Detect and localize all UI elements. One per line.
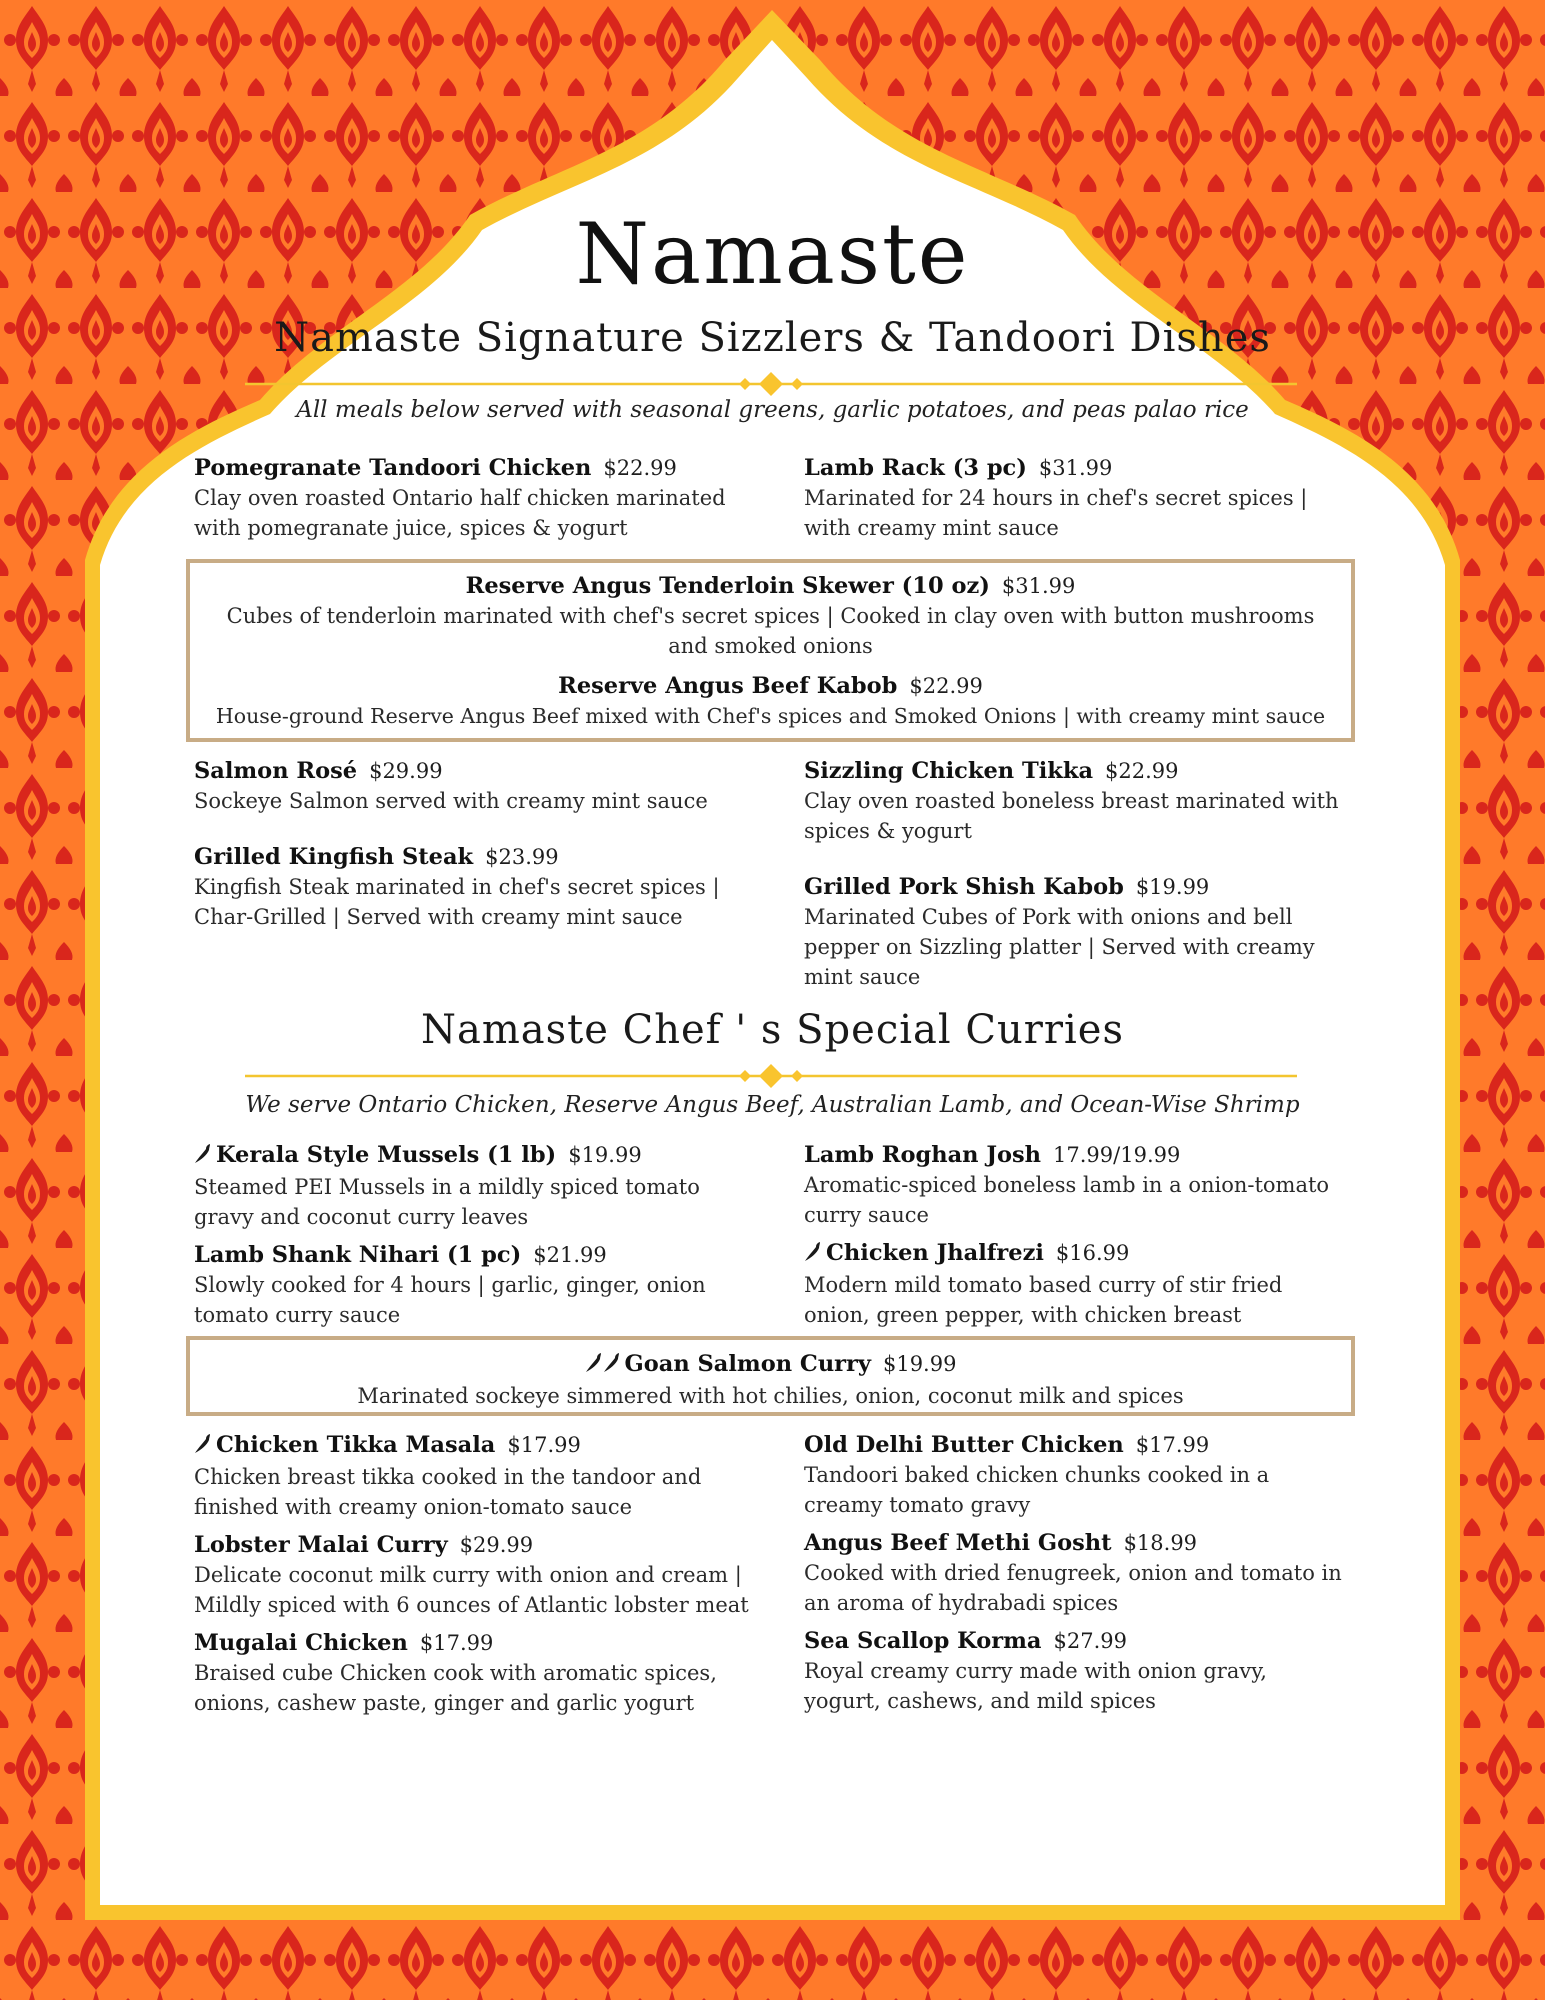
item-price: $16.99 bbox=[1055, 1241, 1130, 1265]
menu-item bbox=[194, 1140, 749, 1232]
item-name: Old Delhi Butter Chicken bbox=[804, 1432, 1124, 1458]
item-description: Clay oven roasted boneless breast marinated with spices & yogurt bbox=[804, 789, 1339, 843]
sizzlers-right-column-2 bbox=[804, 756, 1344, 1010]
item-description: Clay oven roasted Ontario half chicken marinated with pomegranate juice, spices & yogurt bbox=[194, 486, 726, 540]
item-price: $22.99 bbox=[603, 456, 677, 480]
item-price: $29.99 bbox=[369, 759, 443, 783]
item-name: Mugalai Chicken bbox=[194, 1630, 408, 1656]
item-price: $23.99 bbox=[485, 845, 559, 869]
menu-item bbox=[804, 1626, 1344, 1716]
item-description: Tandoori baked chicken chunks cooked in a creamy tomato gravy bbox=[804, 1463, 1270, 1517]
item-description: Steamed PEI Mussels in a mildly spiced tomato gravy and coconut curry leaves bbox=[194, 1175, 700, 1229]
item-name: Sizzling Chicken Tikka bbox=[804, 758, 1094, 784]
item-name: Chicken Tikka Masala bbox=[216, 1432, 496, 1458]
restaurant-title: Namaste bbox=[575, 205, 970, 303]
curries-right-column-2 bbox=[804, 1430, 1344, 1734]
item-price: $19.99 bbox=[568, 1143, 642, 1167]
item-price: $22.99 bbox=[1105, 759, 1179, 783]
item-name: Angus Beef Methi Gosht bbox=[804, 1530, 1112, 1556]
item-name: Grilled Pork Shish Kabob bbox=[804, 874, 1124, 900]
item-name: Kerala Style Mussels (1 lb) bbox=[216, 1142, 557, 1168]
menu-item bbox=[194, 1530, 749, 1620]
sizzlers-left-column-2 bbox=[194, 756, 749, 950]
sizzlers-subtitle: All meals below served with seasonal greens, garlic potatoes, and peas palao rice bbox=[296, 397, 1249, 423]
curries-section-title: Namaste Chef ' s Special Curries bbox=[421, 1007, 1124, 1053]
chili-pepper-icon bbox=[603, 1351, 621, 1381]
item-description: Sockeye Salmon served with creamy mint sauce bbox=[194, 789, 708, 813]
item-price: $27.99 bbox=[1053, 1629, 1127, 1653]
ornamental-divider bbox=[245, 372, 1297, 396]
menu-item bbox=[804, 1430, 1344, 1520]
item-description: Aromatic-spiced boneless lamb in a onion-tomato curry sauce bbox=[804, 1173, 1330, 1227]
chili-pepper-icon bbox=[585, 1351, 603, 1381]
item-description: Cooked with dried fenugreek, onion and tomato in an aroma of hydrabadi spices bbox=[804, 1561, 1342, 1615]
item-price: $22.99 bbox=[909, 674, 983, 698]
curries-left-column-2 bbox=[194, 1430, 749, 1736]
item-name: Chicken Jhalfrezi bbox=[826, 1240, 1044, 1266]
item-price: 17.99/19.99 bbox=[1053, 1143, 1181, 1167]
item-description: Cubes of tenderloin marinated with chef's secret spices | Cooked in clay oven with button mushrooms and smoked onions bbox=[226, 604, 1315, 658]
menu-item bbox=[194, 756, 749, 816]
item-name: Salmon Rosé bbox=[194, 758, 358, 784]
menu-item bbox=[214, 1349, 1327, 1411]
featured-sizzlers-box bbox=[186, 559, 1355, 742]
item-name: Grilled Kingfish Steak bbox=[194, 844, 474, 870]
menu-item bbox=[194, 1628, 749, 1718]
item-name: Sea Scallop Korma bbox=[804, 1628, 1042, 1654]
menu-item bbox=[804, 1238, 1344, 1330]
menu-item bbox=[194, 1240, 749, 1330]
item-description: Marinated for 24 hours in chef's secret spices | with creamy mint sauce bbox=[804, 486, 1308, 540]
menu-item bbox=[194, 842, 749, 932]
menu-item bbox=[194, 453, 749, 543]
item-description: Royal creamy curry made with onion gravy, yogurt, cashews, and mild spices bbox=[804, 1659, 1267, 1713]
item-price: $21.99 bbox=[533, 1243, 607, 1267]
menu-item bbox=[194, 1430, 749, 1522]
item-name: Lamb Rack (3 pc) bbox=[804, 455, 1027, 481]
item-name: Reserve Angus Beef Kabob bbox=[558, 673, 898, 699]
item-description: House-ground Reserve Angus Beef mixed with Chef's spices and Smoked Onions | with creamy mint sauce bbox=[215, 704, 1326, 728]
sizzlers-left-column bbox=[194, 453, 749, 561]
curries-subtitle: We serve Ontario Chicken, Reserve Angus Beef, Australian Lamb, and Ocean-Wise Shrimp bbox=[245, 1092, 1300, 1118]
item-name: Lamb Roghan Josh bbox=[804, 1142, 1042, 1168]
menu-item bbox=[214, 571, 1327, 661]
item-description: Marinated Cubes of Pork with onions and bell pepper on Sizzling platter | Served with creamy mint sauce bbox=[804, 905, 1315, 989]
item-description: Delicate coconut milk curry with onion and cream | Mildly spiced with 6 ounces of Atlantic lobster meat bbox=[194, 1563, 749, 1617]
item-description: Kingfish Steak marinated in chef's secret spices | Char-Grilled | Served with creamy mint sauce bbox=[194, 875, 720, 929]
menu-item bbox=[804, 453, 1344, 543]
item-name: Lamb Shank Nihari (1 pc) bbox=[194, 1242, 522, 1268]
item-price: $19.99 bbox=[882, 1352, 957, 1376]
item-price: $29.99 bbox=[459, 1533, 534, 1557]
sizzlers-section-title: Namaste Signature Sizzlers & Tandoori Dishes bbox=[274, 315, 1271, 361]
item-name: Reserve Angus Tenderloin Skewer (10 oz) bbox=[465, 573, 990, 599]
item-price: $17.99 bbox=[507, 1433, 581, 1457]
item-price: $18.99 bbox=[1123, 1531, 1198, 1555]
item-price: $19.99 bbox=[1135, 875, 1210, 899]
item-description: Marinated sockeye simmered with hot chilies, onion, coconut milk and spices bbox=[357, 1384, 1184, 1408]
chili-pepper-icon bbox=[194, 1432, 212, 1462]
ornamental-divider bbox=[245, 1064, 1297, 1088]
item-description: Braised cube Chicken cook with aromatic spices, onions, cashew paste, ginger and garlic yogurt bbox=[194, 1661, 717, 1715]
curries-right-column bbox=[804, 1140, 1344, 1348]
curries-left-column bbox=[194, 1140, 749, 1348]
featured-curry-box bbox=[186, 1336, 1355, 1416]
menu-item bbox=[214, 671, 1327, 731]
menu-item bbox=[804, 756, 1344, 846]
item-name: Lobster Malai Curry bbox=[194, 1532, 448, 1558]
item-price: $17.99 bbox=[1135, 1433, 1210, 1457]
item-name: Pomegranate Tandoori Chicken bbox=[194, 455, 592, 481]
item-name: Goan Salmon Curry bbox=[624, 1351, 871, 1377]
chili-pepper-icon bbox=[804, 1240, 822, 1270]
item-price: $31.99 bbox=[1038, 456, 1113, 480]
item-price: $31.99 bbox=[1001, 574, 1076, 598]
sizzlers-right-column bbox=[804, 453, 1344, 561]
item-description: Modern mild tomato based curry of stir fried onion, green pepper, with chicken breast bbox=[804, 1273, 1283, 1327]
menu-item bbox=[804, 872, 1344, 992]
item-description: Slowly cooked for 4 hours | garlic, ginger, onion tomato curry sauce bbox=[194, 1273, 706, 1327]
chili-pepper-icon bbox=[194, 1142, 212, 1172]
item-price: $17.99 bbox=[419, 1631, 494, 1655]
item-description: Chicken breast tikka cooked in the tandoor and finished with creamy onion-tomato sauce bbox=[194, 1465, 702, 1519]
menu-item bbox=[804, 1140, 1344, 1230]
menu-item bbox=[804, 1528, 1344, 1618]
